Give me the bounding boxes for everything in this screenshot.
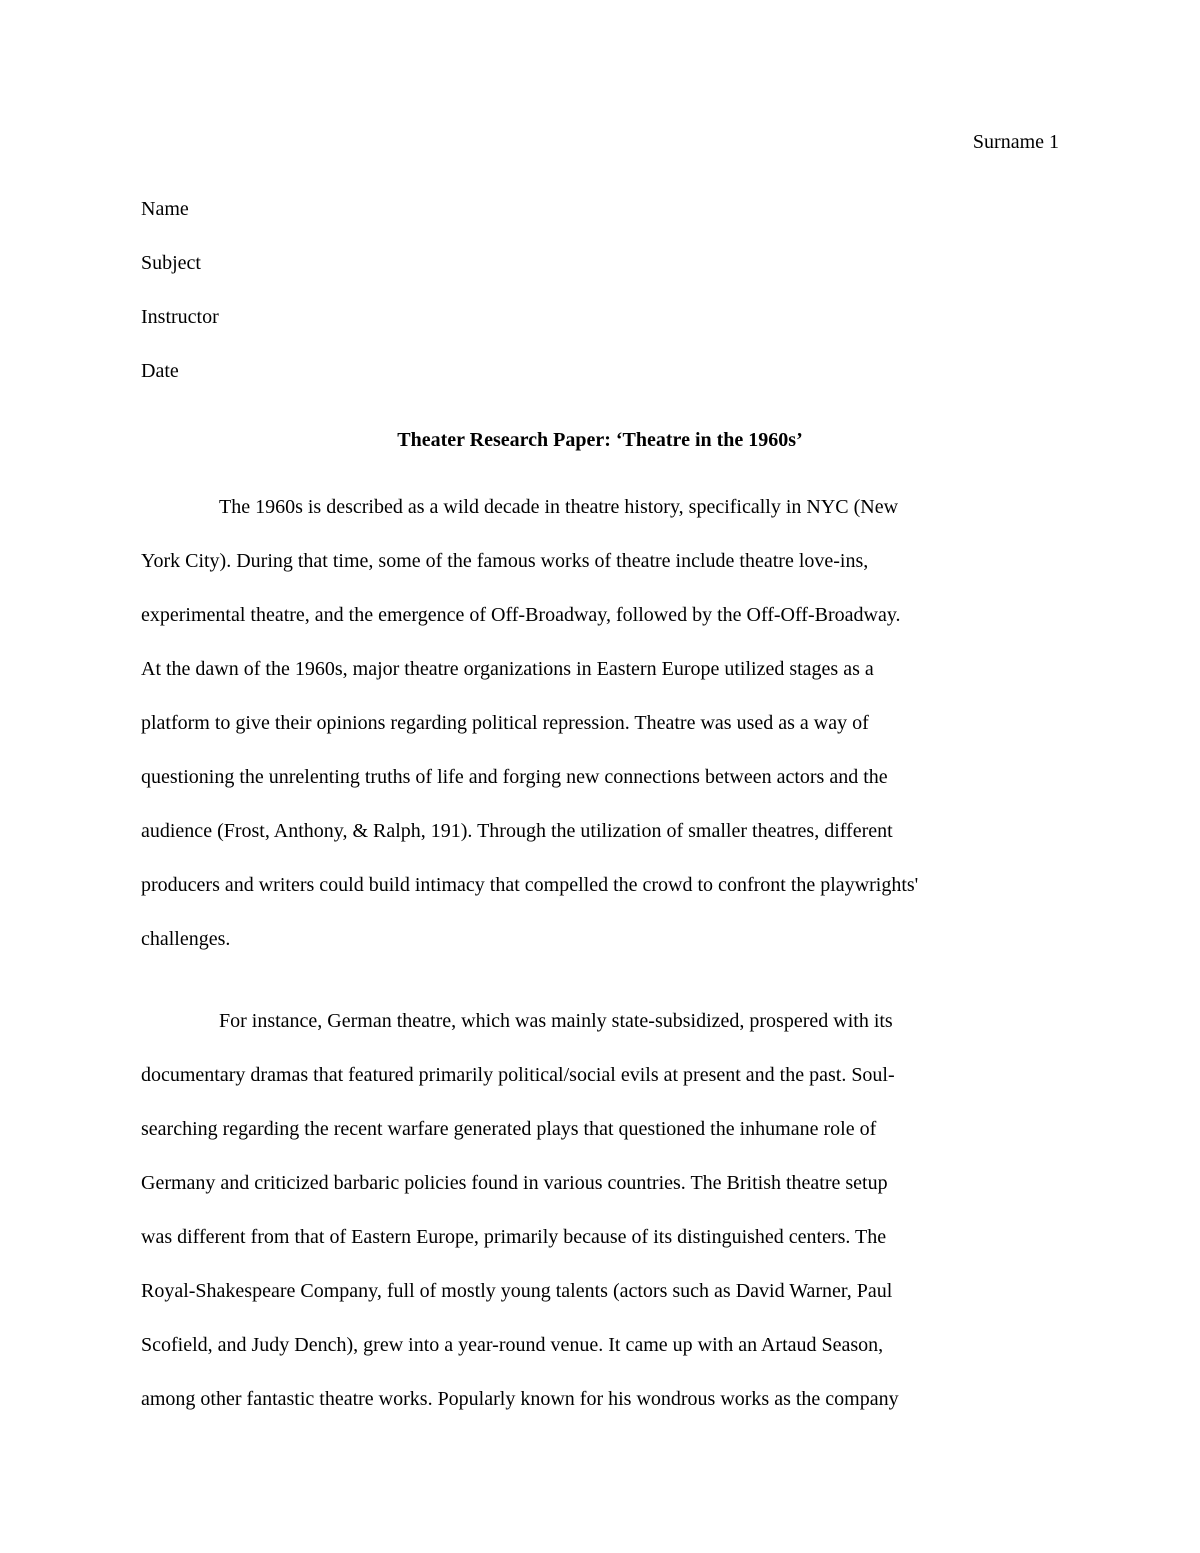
paragraph-line: At the dawn of the 1960s, major theatre organizations in Eastern Europe utilized stages as a <box>141 658 874 680</box>
paragraph-line: searching regarding the recent warfare generated plays that questioned the inhumane role of <box>141 1118 877 1140</box>
paragraph-line: audience (Frost, Anthony, & Ralph, 191). Through the utilization of smaller theatres, different <box>141 820 893 842</box>
paragraph-line: York City). During that time, some of the famous works of theatre include theatre love-ins, <box>141 550 869 572</box>
paragraph-line: Scofield, and Judy Dench), grew into a year-round venue. It came up with an Artaud Season, <box>141 1334 884 1356</box>
header-subject: Subject <box>141 252 201 274</box>
paragraph-line: experimental theatre, and the emergence of Off-Broadway, followed by the Off-Off-Broadway. <box>141 604 901 626</box>
paragraph-line: among other fantastic theatre works. Popularly known for his wondrous works as the company <box>141 1388 899 1410</box>
paragraph-line: documentary dramas that featured primarily political/social evils at present and the past. Soul- <box>141 1064 895 1086</box>
paragraph-line: was different from that of Eastern Europe, primarily because of its distinguished centers. The <box>141 1226 887 1248</box>
paragraph-line: questioning the unrelenting truths of life and forging new connections between actors and the <box>141 766 888 788</box>
paragraph-2 <box>141 994 1059 1426</box>
paragraph-line: Germany and criticized barbaric policies found in various countries. The British theatre setup <box>141 1172 888 1194</box>
running-head: Surname 1 <box>972 131 1059 153</box>
header-name: Name <box>141 198 189 220</box>
paragraph-line: platform to give their opinions regarding political repression. Theatre was used as a way of <box>141 712 869 734</box>
paragraph-1 <box>141 480 1059 966</box>
paragraph-line: challenges. <box>141 928 231 950</box>
paragraph-line: Royal-Shakespeare Company, full of mostly young talents (actors such as David Warner, Paul <box>141 1280 893 1302</box>
paper-title: Theater Research Paper: ‘Theatre in the 1960s’ <box>397 429 803 451</box>
student-header <box>141 182 1059 398</box>
paragraph-line: The 1960s is described as a wild decade in theatre history, specifically in NYC (New <box>219 496 899 518</box>
paragraph-line: For instance, German theatre, which was mainly state-subsidized, prospered with its <box>219 1010 893 1032</box>
header-date: Date <box>141 360 179 382</box>
header-instructor: Instructor <box>141 306 219 328</box>
paragraph-line: producers and writers could build intimacy that compelled the crowd to confront the playwrights' <box>141 874 919 896</box>
